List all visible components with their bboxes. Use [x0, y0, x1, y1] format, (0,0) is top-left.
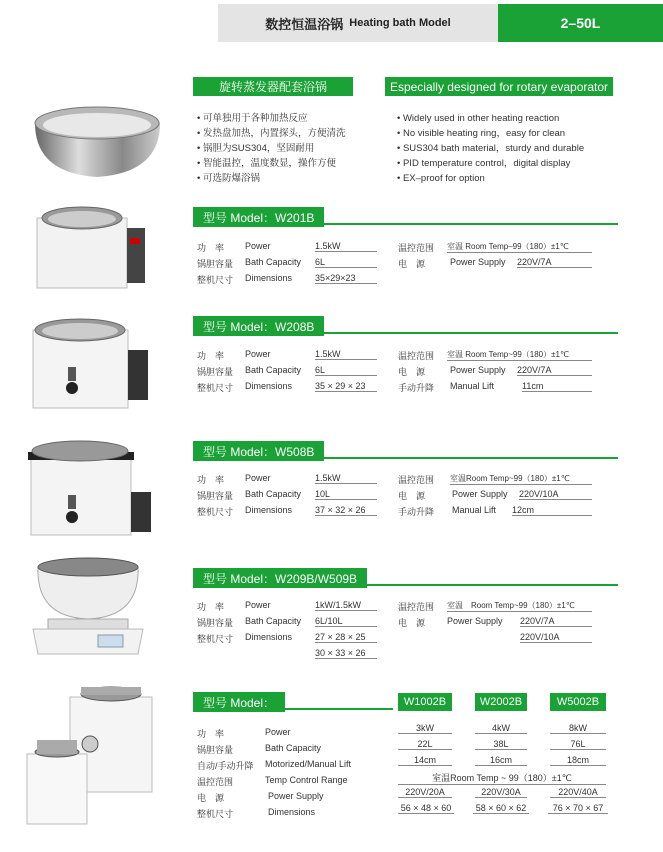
spec-label-en: Bath Capacity: [245, 257, 302, 267]
divider: [324, 332, 618, 334]
col-header: W2002B: [475, 693, 527, 711]
spec-label-cn: 手动升降: [398, 383, 435, 393]
spec-label-cn: 温控范围: [398, 243, 435, 253]
spec-label-en: Bath Capacity: [245, 365, 302, 375]
spec-value: 14cm: [398, 755, 452, 766]
spec-label-cn: 电 源: [398, 259, 426, 269]
model-bar-w201b: [193, 207, 618, 227]
spec-value: 室温 Room Temp~99（180）±1℃: [447, 600, 592, 612]
spec-label-cn: 电 源: [398, 491, 426, 501]
spec-value: 6L: [315, 257, 377, 268]
spec-value: 37 × 32 × 26: [315, 505, 377, 516]
w201b-image: [35, 198, 150, 293]
list-item: • No visible heating ring，easy for clean: [397, 126, 584, 141]
spec-label-en: Power: [245, 349, 271, 359]
spec-label-en: Dimensions: [245, 273, 293, 283]
spec-value: 1kW/1.5kW: [315, 600, 377, 611]
spec-label-cn: 电 源: [398, 618, 426, 628]
spec-value: 6L/10L: [315, 616, 377, 627]
spec-label-en: Dimensions: [245, 632, 293, 642]
spec-value: 220V/7A: [517, 257, 592, 268]
spec-value: 11cm: [522, 381, 592, 392]
spec-label-en: Dimensions: [268, 807, 316, 817]
w508b-image: [28, 437, 158, 537]
model-bar-w208b: [193, 316, 618, 336]
spec-label-cn: 锅胆容量: [197, 259, 234, 269]
list-item: • 智能温控，温度数显，操作方便: [197, 156, 345, 171]
spec-value: 220V/20A: [398, 787, 452, 798]
spec-value: 220V/7A: [520, 616, 592, 627]
spec-label-cn: 整机尺寸: [197, 634, 234, 644]
intro-banner-cn: 旋转蒸发器配套浴锅: [193, 77, 353, 96]
spec-value: 室温 Room Temp–99（180）±1℃: [447, 241, 592, 253]
spec-label-cn: 功 率: [197, 351, 225, 361]
spec-label-en: Power Supply: [450, 365, 506, 375]
spec-value: 35 × 29 × 23: [315, 381, 377, 392]
spec-value: 18cm: [550, 755, 606, 766]
spec-label-cn: 电 源: [197, 793, 225, 803]
spec-label-cn: 自动/手动升降: [197, 761, 254, 771]
spec-label-en: Power Supply: [447, 616, 503, 626]
col-header: W1002B: [398, 693, 452, 711]
divider: [324, 223, 618, 225]
w208b-image: [28, 312, 153, 412]
spec-value: 4kW: [475, 723, 527, 734]
model-bar-w5002b: [193, 692, 393, 712]
spec-label-cn: 功 率: [197, 475, 225, 485]
spec-value: 76L: [550, 739, 606, 750]
spec-label-en: Power Supply: [450, 257, 506, 267]
spec-label-en: Manual Lift: [450, 381, 495, 391]
spec-label-cn: 温控范围: [197, 777, 234, 787]
spec-label-cn: 锅胆容量: [197, 491, 234, 501]
spec-value: 6L: [315, 365, 377, 376]
model-tag: 型号 Model：W201B: [193, 207, 324, 227]
spec-label-cn: 锅胆容量: [197, 618, 234, 628]
spec-label-en: Manual Lift: [452, 505, 497, 515]
spec-value: 1.5kW: [315, 349, 377, 360]
spec-label-cn: 整机尺寸: [197, 809, 234, 819]
spec-label-cn: 整机尺寸: [197, 383, 234, 393]
w209b-image: [28, 557, 148, 657]
spec-value: 1.5kW: [315, 241, 377, 252]
spec-value: 76 × 70 × 67: [548, 803, 608, 814]
spec-label-en: Temp Control Range: [265, 775, 348, 785]
spec-value: 220V/40A: [550, 787, 606, 798]
spec-label-en: Dimensions: [245, 381, 293, 391]
spec-value: 30 × 33 × 26: [315, 648, 377, 659]
spec-label-en: Power Supply: [452, 489, 508, 499]
list-item: • PID temperature control，digital display: [397, 156, 584, 171]
spec-value: 1.5kW: [315, 473, 377, 484]
model-tag: 型号 Model：W209B/W509B: [193, 568, 367, 588]
spec-label-cn: 锅胆容量: [197, 367, 234, 377]
w5002b-image: [25, 682, 155, 827]
spec-label-cn: 锅胆容量: [197, 745, 234, 755]
spec-value: 220V/10A: [520, 632, 592, 643]
spec-value: 16cm: [475, 755, 527, 766]
model-bar-w508b: [193, 441, 618, 461]
spec-label-en: Power: [265, 727, 291, 737]
spec-label-cn: 电 源: [398, 367, 426, 377]
intro-bullets-en: [397, 111, 584, 186]
spec-label-cn: 整机尺寸: [197, 275, 234, 285]
model-tag: 型号 Model：: [193, 692, 285, 712]
spec-label-en: Motorized/Manual Lift: [265, 759, 352, 769]
spec-label-cn: 整机尺寸: [197, 507, 234, 517]
spec-value: 56 × 48 × 60: [398, 803, 454, 814]
intro-bullets-cn: [197, 111, 345, 186]
spec-value: 室温Room Temp~99（180）±1℃: [450, 473, 592, 485]
model-tag: 型号 Model：W508B: [193, 441, 324, 461]
spec-value: 220V/10A: [519, 489, 592, 500]
spec-value: 3kW: [398, 723, 452, 734]
col-header: W5002B: [550, 693, 606, 711]
header-title-cn: 数控恒温浴锅: [265, 16, 344, 32]
spec-label-en: Bath Capacity: [245, 616, 302, 626]
spec-value: 室温Room Temp ~ 99（180）±1℃: [398, 771, 606, 785]
spec-label-cn: 功 率: [197, 243, 225, 253]
header-title-en: Heating bath Model: [349, 17, 451, 29]
intro-banner-en: Especially designed for rotary evaporator: [385, 77, 613, 96]
spec-value: 58 × 60 × 62: [473, 803, 529, 814]
model-tag: 型号 Model：W208B: [193, 316, 324, 336]
spec-label-en: Power Supply: [268, 791, 324, 801]
list-item: • SUS304 bath material，sturdy and durable: [397, 141, 584, 156]
spec-label-cn: 温控范围: [398, 602, 435, 612]
spec-label-en: Power: [245, 600, 271, 610]
spec-label-cn: 手动升降: [398, 507, 435, 517]
header-range: 2–50L: [498, 4, 663, 42]
spec-value: 27 × 28 × 25: [315, 632, 377, 643]
spec-label-en: Bath Capacity: [245, 489, 302, 499]
list-item: • 发热盘加热，内置探头，方便清洗: [197, 126, 345, 141]
list-item: • 锅胆为SUS304，坚固耐用: [197, 141, 345, 156]
spec-value: 38L: [475, 739, 527, 750]
spec-label-en: Bath Capacity: [265, 743, 322, 753]
list-item: • Widely used in other heating reaction: [397, 111, 584, 126]
spec-label-en: Power: [245, 241, 271, 251]
divider: [324, 457, 618, 459]
list-item: • 可选防爆浴锅: [197, 171, 345, 186]
spec-value: 22L: [398, 739, 452, 750]
spec-value: 220V/30A: [475, 787, 527, 798]
spec-label-cn: 功 率: [197, 729, 225, 739]
spec-value: 220V/7A: [517, 365, 592, 376]
divider: [367, 584, 618, 586]
spec-label-en: Power: [245, 473, 271, 483]
model-bar-w209b: [193, 568, 618, 588]
bowl-image: [30, 103, 165, 181]
header-title-bar: [218, 4, 498, 42]
divider: [285, 708, 393, 710]
spec-label-en: Dimensions: [245, 505, 293, 515]
spec-value: 8kW: [550, 723, 606, 734]
spec-value: 10L: [315, 489, 377, 500]
spec-label-cn: 功 率: [197, 602, 225, 612]
spec-label-cn: 温控范围: [398, 475, 435, 485]
list-item: • EX–proof for option: [397, 171, 584, 186]
spec-value: 12cm: [512, 505, 592, 516]
spec-label-cn: 温控范围: [398, 351, 435, 361]
spec-value: 室温 Room Temp~99（180）±1℃: [447, 349, 592, 361]
list-item: • 可单独用于各种加热反应: [197, 111, 345, 126]
spec-value: 35×29×23: [315, 273, 377, 284]
